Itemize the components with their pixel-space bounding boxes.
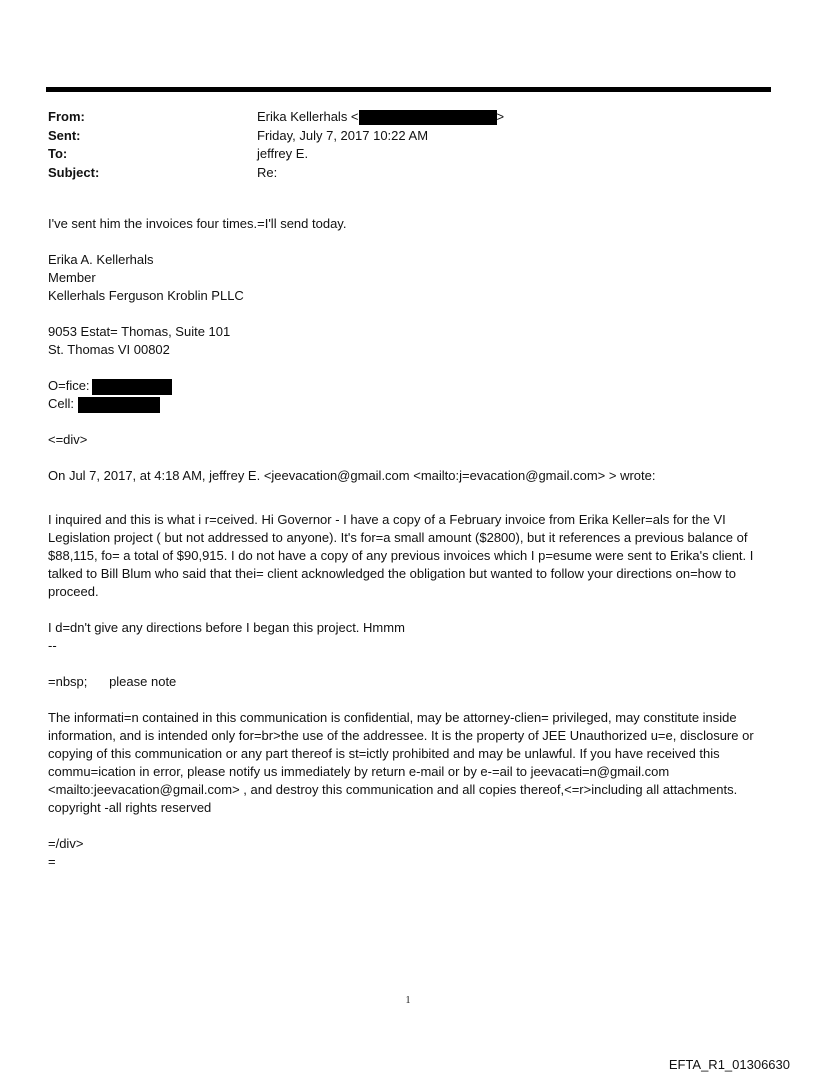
address-line-1: 9053 Estat= Thomas, Suite 101: [48, 324, 231, 339]
subject-row: [48, 164, 768, 183]
to-row: [48, 145, 768, 164]
signature-dashes: --: [48, 638, 57, 653]
email-header: [48, 108, 768, 182]
equals-marker: =: [48, 854, 56, 869]
disclaimer: The informati=n contained in this communication is confidential, may be attorney-clien= privileged, may constitute inside information, and is intended only for=br>the use of the addressee. It is the property of JEE Unauthorized u=e, disclosure or copying of this communication or any part thereof is st=ictly prohibited and may be unlawful. If you have received this commu=ication in error, please notify us immediately by return e-mail or by e-=ail to jeevacati=n@gmail.com <mailto:jeevacation@gmail.com> , and destroy this communication and all copies thereof,<=r>including all attachments. copyright -all rights reserved: [48, 710, 754, 815]
subject-value: Re:: [257, 164, 278, 180]
div-open-marker: <=div>: [48, 432, 88, 447]
sent-label: Sent:: [48, 127, 81, 143]
top-rule: [46, 87, 771, 92]
sent-value: Friday, July 7, 2017 10:22 AM: [257, 127, 429, 143]
from-close: >: [496, 109, 505, 124]
redacted-cell-phone: [78, 397, 160, 413]
office-label: O=fice:: [48, 378, 90, 393]
redacted-email: [359, 110, 497, 125]
signature-title: Member: [48, 270, 96, 285]
div-close-marker: =/div>: [48, 836, 84, 851]
from-label: From:: [48, 109, 85, 124]
signature-firm: Kellerhals Ferguson Kroblin PLLC: [48, 288, 244, 303]
redacted-office-phone: [92, 379, 172, 395]
from-value: [257, 108, 768, 127]
from-row: [48, 108, 768, 127]
please-note: =nbsp; please note: [48, 674, 177, 689]
cell-label: Cell:: [48, 396, 75, 411]
subject-label: Subject:: [48, 164, 100, 180]
cell-line: [48, 395, 773, 413]
office-line: [48, 377, 773, 395]
page-number: 1: [405, 995, 411, 1006]
signature-name: Erika A. Kellerhals: [48, 252, 154, 267]
quoted-paragraph: I inquired and this is what i r=ceived. Hi Governor - I have a copy of a February invoice from Erika Keller=als for the VI Legislation project ( but not addressed to anyone). It's for=a small amount ($2800), but it references a previous balance of $88,115, fo= a total of $90,915. I do not have a copy of any previous invoices which I p=esume were sent to Erika's client. I talked to Bill Blum who said that thei= client acknowledged the obligation but wanted to follow your directions on=how to proceed.: [48, 512, 754, 599]
quote-intro: On Jul 7, 2017, at 4:18 AM, jeffrey E. <jeevacation@gmail.com <mailto:j=evacation@gmail.com> > wrote:: [48, 468, 656, 483]
sent-row: [48, 127, 768, 146]
bates-number: EFTA_R1_01306630: [668, 1057, 790, 1072]
to-label: To:: [48, 146, 68, 161]
reply-line: I d=dn't give any directions before I began this project. Hmmm: [48, 620, 405, 635]
address-line-2: St. Thomas VI 00802: [48, 342, 170, 357]
body-line-1: I've sent him the invoices four times.=I'll send today.: [48, 216, 347, 231]
from-name: Erika Kellerhals <: [257, 109, 359, 124]
email-body: [48, 215, 773, 871]
to-value: jeffrey E.: [257, 146, 309, 161]
